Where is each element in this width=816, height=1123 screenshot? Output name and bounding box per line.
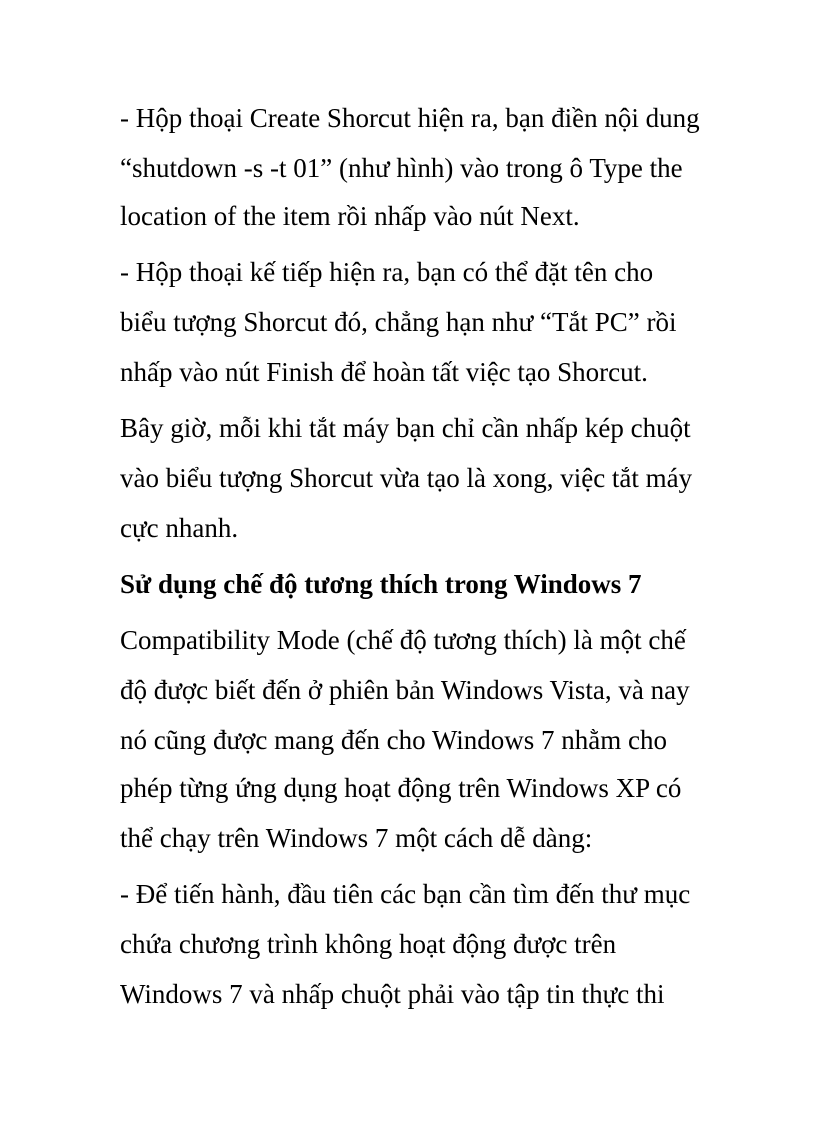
paragraph-line: phép từng ứng dụng hoạt động trên Windows XP có [120,773,682,803]
paragraph-line: Bây giờ, mỗi khi tắt máy bạn chỉ cần nhấp kép chuột [120,413,691,443]
paragraph-line: vào biểu tượng Shorcut vừa tạo là xong, việc tắt máy [120,463,693,493]
section-heading: Sử dụng chế độ tương thích trong Windows 7 [120,569,642,599]
paragraph-line: cực nhanh. [120,513,239,543]
paragraph-line: thể chạy trên Windows 7 một cách dễ dàng: [120,823,593,853]
paragraph-line: - Để tiến hành, đầu tiên các bạn cần tìm đến thư mục [120,879,691,909]
paragraph-line: - Hộp thoại kế tiếp hiện ra, bạn có thể đặt tên cho [120,257,654,287]
paragraph-line: Compatibility Mode (chế độ tương thích) là một chế [120,625,686,655]
paragraph-line: “shutdown -s -t 01” (như hình) vào trong ô Type the [120,153,683,183]
paragraph-line: biểu tượng Shorcut đó, chẳng hạn như “Tắt PC” rồi [120,307,677,337]
paragraph-line: độ được biết đến ở phiên bản Windows Vista, và nay [120,675,690,705]
paragraph-line: location of the item rồi nhấp vào nút Next. [120,201,580,231]
paragraph-line: chứa chương trình không hoạt động được trên [120,929,617,959]
paragraph-line: nhấp vào nút Finish để hoàn tất việc tạo Shorcut. [120,357,648,387]
paragraph-line: - Hộp thoại Create Shorcut hiện ra, bạn điền nội dung [120,103,700,133]
paragraph-line: nó cũng được mang đến cho Windows 7 nhằm cho [120,725,667,755]
paragraph-line: Windows 7 và nhấp chuột phải vào tập tin thực thi [120,979,665,1009]
